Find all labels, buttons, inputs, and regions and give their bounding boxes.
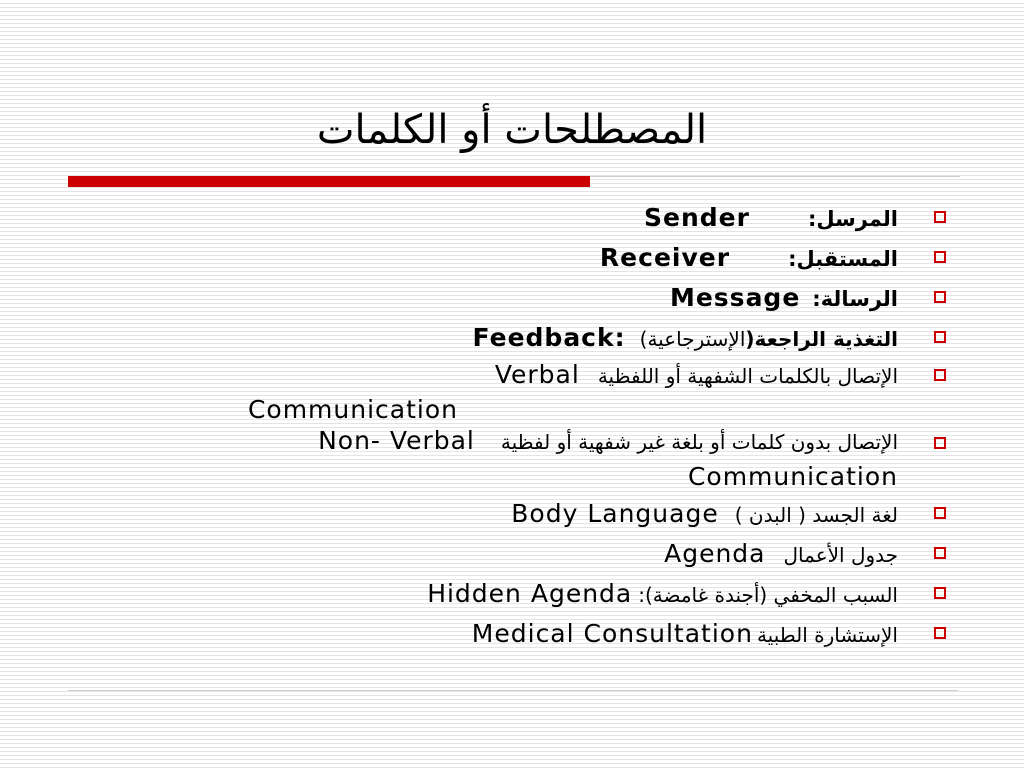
checkbox-bullet-icon — [934, 291, 946, 303]
checkbox-bullet-icon — [934, 331, 946, 343]
term-english: Feedback: — [472, 323, 626, 352]
term-arabic: الإستشارة الطبية — [756, 623, 898, 647]
list-item — [150, 615, 950, 655]
term-english: Receiver — [599, 243, 731, 272]
term-english: Non- Verbal — [318, 426, 475, 455]
term-english: Sender — [644, 203, 750, 232]
checkbox-bullet-icon — [934, 437, 946, 449]
bottom-divider — [68, 690, 958, 691]
list-item — [150, 575, 950, 615]
term-arabic: الإسترجاعية) — [639, 327, 746, 351]
checkbox-bullet-icon — [934, 587, 946, 599]
term-arabic: الرسالة: — [812, 287, 898, 311]
checkbox-bullet-icon — [934, 211, 946, 223]
list-item — [150, 199, 950, 239]
list-item — [150, 423, 950, 495]
term-english: Message — [669, 283, 801, 312]
term-english-line2: Communication — [687, 462, 898, 491]
checkbox-bullet-icon — [934, 369, 946, 381]
term-english: Body Language — [511, 499, 719, 528]
term-english-line2: Communication — [247, 395, 458, 424]
list-item — [150, 279, 950, 319]
title-underline-thin — [590, 176, 960, 177]
term-arabic: لغة الجسد ( البدن ) — [734, 503, 898, 527]
term-arabic: الإتصال بالكلمات الشفهية أو اللفظية — [597, 364, 898, 388]
list-item — [150, 495, 950, 535]
list-item — [150, 359, 950, 423]
checkbox-bullet-icon — [934, 547, 946, 559]
checkbox-bullet-icon — [934, 627, 946, 639]
slide-title: المصطلحات أو الكلمات — [316, 107, 708, 153]
term-arabic: المرسل: — [807, 207, 898, 231]
term-arabic-bold: التغذية الراجعة( — [745, 327, 898, 351]
title-underline-red — [68, 176, 590, 187]
term-english: Medical Consultation — [471, 619, 753, 648]
term-english: Agenda — [664, 539, 766, 568]
term-arabic: المستقبل: — [788, 247, 898, 271]
list-item — [150, 239, 950, 279]
checkbox-bullet-icon — [934, 507, 946, 519]
term-arabic: الإتصال بدون كلمات أو بلغة غير شفهية أو لفظية — [500, 430, 898, 454]
term-english: Hidden Agenda — [427, 579, 633, 608]
term-arabic: السبب المخفي (أجندة غامضة): — [638, 583, 898, 607]
term-english: Verbal — [494, 360, 580, 389]
term-arabic: جدول الأعمال — [783, 543, 898, 567]
checkbox-bullet-icon — [934, 251, 946, 263]
term-list — [150, 199, 950, 655]
list-item — [150, 535, 950, 575]
list-item — [150, 319, 950, 359]
